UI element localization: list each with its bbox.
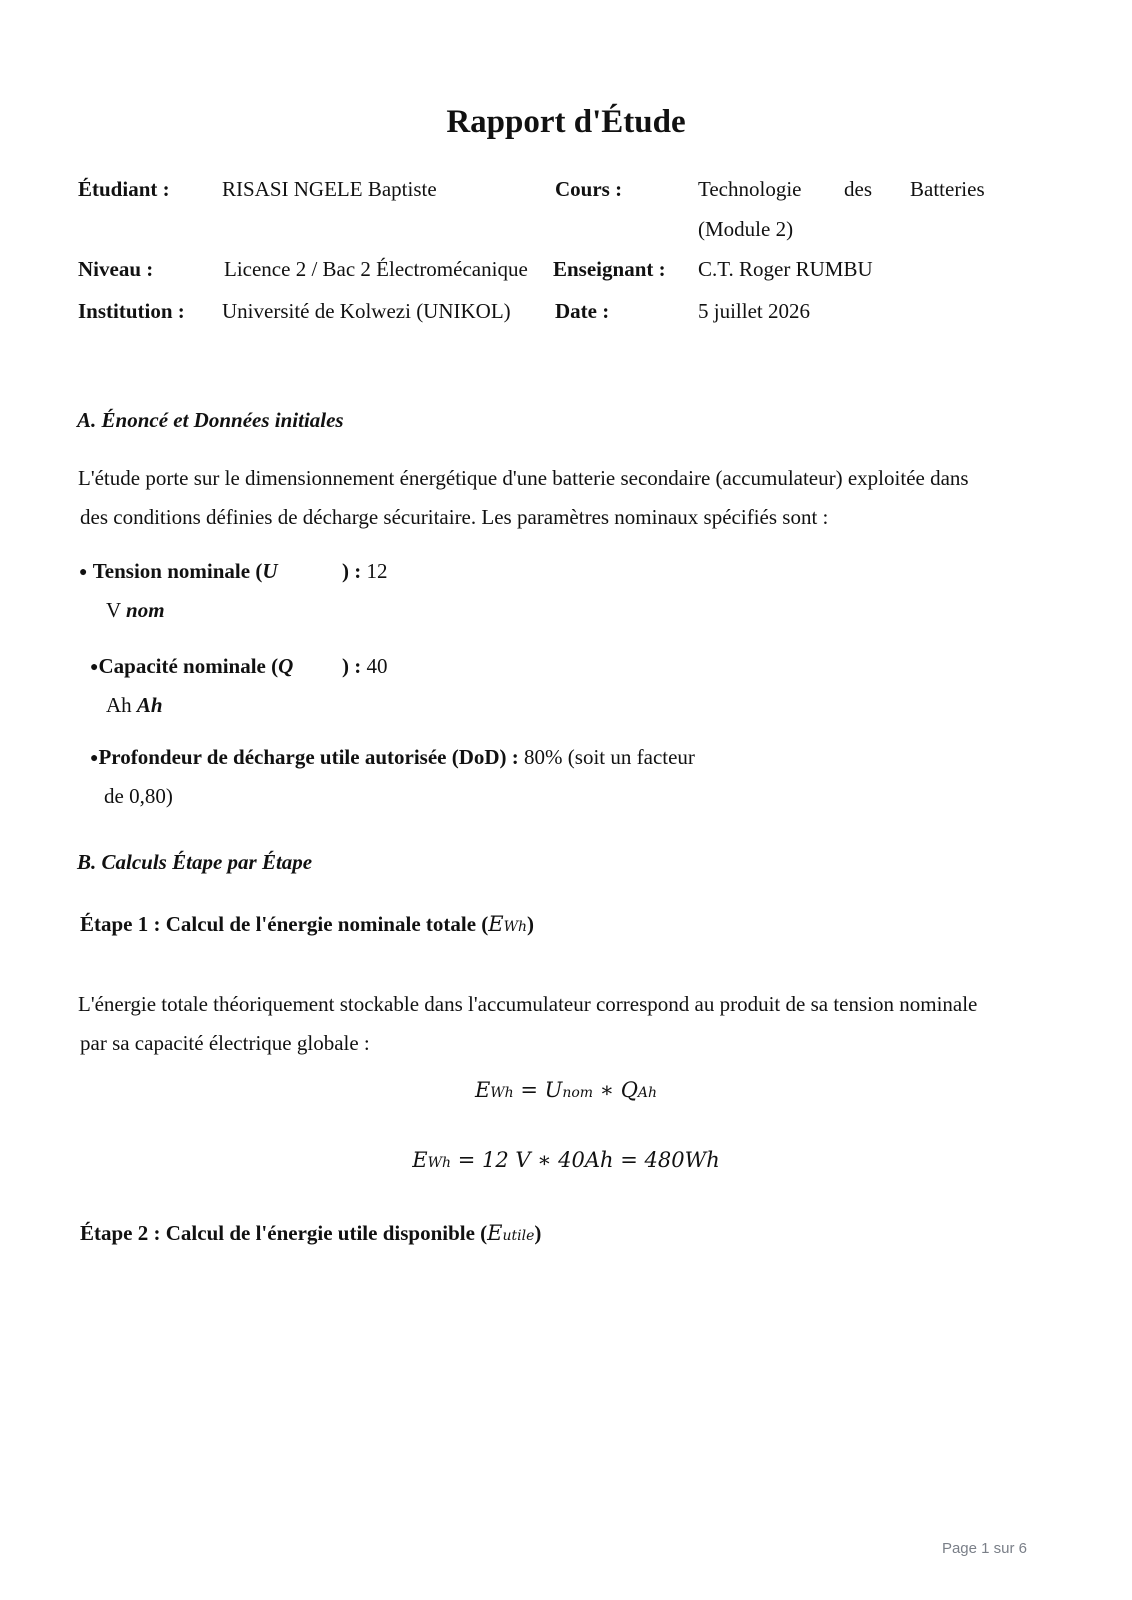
institution-value: Université de Kolwezi (UNIKOL) bbox=[222, 299, 511, 323]
bullet-tension-subscript: nom bbox=[126, 598, 165, 622]
level-label: Niveau : bbox=[78, 257, 154, 281]
bullet-tension-unit: V bbox=[106, 598, 121, 622]
bullet-capacity-line2 bbox=[106, 685, 163, 725]
bullet-dod-line1 bbox=[90, 737, 695, 781]
eq2-e: E bbox=[412, 1148, 428, 1172]
bullet-capacity-label: Capacité nominale ( bbox=[98, 654, 279, 678]
student-label: Étudiant : bbox=[78, 177, 170, 201]
bullet-capacity-value bbox=[342, 646, 388, 686]
eq1-times: ∗ bbox=[593, 1078, 621, 1102]
step1-heading bbox=[80, 912, 534, 937]
teacher-label: Enseignant : bbox=[553, 257, 666, 281]
step2-heading bbox=[80, 1221, 541, 1246]
eq1-e-sub: Wh bbox=[490, 1085, 514, 1101]
bullet-capacity-number: 40 bbox=[361, 654, 388, 678]
bullet-dod-line2: de 0,80) bbox=[104, 784, 173, 808]
bullet-tension-line1 bbox=[79, 551, 278, 595]
course-value-line2: (Module 2) bbox=[698, 217, 794, 241]
step1-text: Étape 1 : Calcul de l'énergie nominale totale ( bbox=[80, 912, 489, 936]
bullet-tension-symbol: U bbox=[262, 559, 278, 583]
bullet-capacity-unit: Ah bbox=[106, 693, 132, 717]
bullet-capacity-symbol: Q bbox=[278, 654, 294, 678]
eq2-e-sub: Wh bbox=[427, 1155, 452, 1171]
course-value-word3: Batteries bbox=[910, 177, 985, 201]
step2-subscript: utile bbox=[502, 1228, 535, 1244]
teacher-value: C.T. Roger RUMBU bbox=[698, 257, 873, 281]
date-label: Date : bbox=[555, 299, 610, 323]
eq1-u: U bbox=[544, 1078, 563, 1102]
bullet-capacity-close: ) : bbox=[342, 654, 362, 678]
eq1-q: Q bbox=[620, 1078, 638, 1102]
bullet-capacity-line1 bbox=[90, 646, 293, 690]
eq1-q-sub: Ah bbox=[637, 1085, 658, 1101]
course-value-word2: des bbox=[844, 177, 872, 201]
step1-subscript: Wh bbox=[503, 919, 528, 935]
course-label: Cours : bbox=[555, 177, 623, 201]
level-value: Licence 2 / Bac 2 Électromécanique bbox=[224, 257, 528, 281]
section-a-para-line2: des conditions définies de décharge sécuritaire. Les paramètres nominaux spécifiés sont : bbox=[80, 505, 829, 529]
course-value-word1: Technologie bbox=[698, 177, 802, 201]
equation-energy-formula bbox=[0, 1078, 1132, 1102]
page-number: Page 1 sur 6 bbox=[941, 1540, 1027, 1557]
eq1-u-sub: nom bbox=[562, 1085, 594, 1101]
document-title: Rapport d'Étude bbox=[446, 104, 686, 140]
bullet-tension-number: 12 bbox=[361, 559, 388, 583]
bullet-tension-line2 bbox=[106, 590, 165, 630]
section-a-para-line1: L'étude porte sur le dimensionnement énergétique d'une batterie secondaire (accumulateur) exploitée dans bbox=[78, 466, 969, 490]
bullet-tension-label: Tension nominale ( bbox=[92, 559, 263, 583]
step2-close: ) bbox=[534, 1221, 542, 1245]
bullet-dod-label: Profondeur de décharge utile autorisée (DoD) : bbox=[98, 745, 519, 769]
eq1-e: E bbox=[474, 1078, 491, 1102]
step2-text: Étape 2 : Calcul de l'énergie utile disponible ( bbox=[80, 1221, 488, 1245]
bullet-dot: ● bbox=[90, 751, 99, 766]
bullet-capacity-subscript: Ah bbox=[136, 693, 163, 717]
bullet-dot: ● bbox=[90, 660, 99, 675]
equation-energy-result bbox=[0, 1148, 1132, 1172]
bullet-dot: ● bbox=[79, 565, 88, 580]
student-value: RISASI NGELE Baptiste bbox=[222, 177, 437, 201]
section-b-para-line2: par sa capacité électrique globale : bbox=[80, 1031, 370, 1055]
bullet-tension-value bbox=[342, 551, 388, 591]
eq1-equals: = bbox=[513, 1078, 545, 1102]
bullet-tension-close: ) : bbox=[342, 559, 362, 583]
section-a-heading: A. Énoncé et Données initiales bbox=[77, 408, 344, 432]
step1-symbol: E bbox=[488, 912, 504, 936]
step2-symbol: E bbox=[487, 1221, 503, 1245]
step1-close: ) bbox=[527, 912, 535, 936]
eq2-rest: = 12 V ∗ 40Ah = 480Wh bbox=[451, 1148, 720, 1172]
bullet-dod-value: 80% (soit un facteur bbox=[518, 745, 695, 769]
institution-label: Institution : bbox=[78, 299, 185, 323]
date-value: 5 juillet 2026 bbox=[698, 299, 810, 323]
section-b-heading: B. Calculs Étape par Étape bbox=[77, 850, 313, 874]
section-b-para-line1: L'énergie totale théoriquement stockable dans l'accumulateur correspond au produit de sa tension nominale bbox=[78, 992, 978, 1016]
